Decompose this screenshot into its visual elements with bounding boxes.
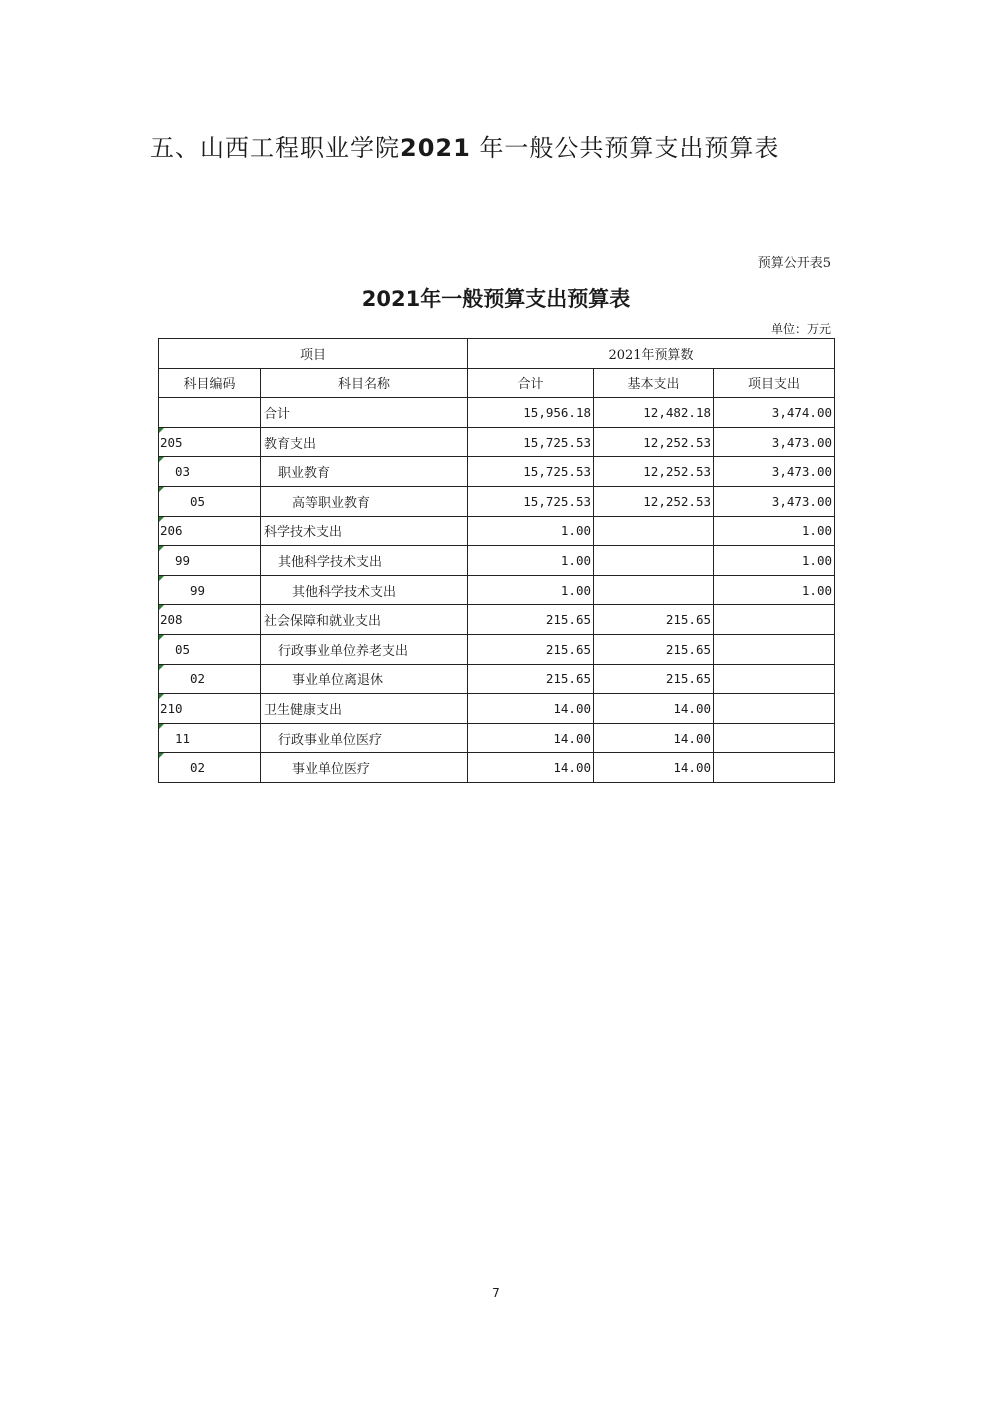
header-code: 科目编码 <box>159 368 261 398</box>
header-basic: 基本支出 <box>594 368 714 398</box>
form-reference: 预算公开表5 <box>757 256 831 271</box>
cell-total: 215.65 <box>468 605 594 635</box>
cell-basic: 12,252.53 <box>594 457 714 487</box>
cell-project: 1.00 <box>714 546 835 576</box>
table-row <box>159 694 835 724</box>
cell-basic: 14.00 <box>594 694 714 724</box>
table-row <box>159 605 835 635</box>
heading-prefix: 五、山西工程职业学院 <box>150 134 400 162</box>
column-header-row <box>159 368 835 398</box>
page-number: 7 <box>492 1286 500 1300</box>
cell-project: 3,473.00 <box>714 457 835 487</box>
cell-total: 15,725.53 <box>468 486 594 516</box>
table-row <box>159 753 835 783</box>
cell-marker-icon <box>159 428 164 433</box>
header-total: 合计 <box>468 368 594 398</box>
cell-marker-icon <box>159 487 164 492</box>
cell-basic <box>594 575 714 605</box>
cell-basic: 12,252.53 <box>594 486 714 516</box>
cell-total: 15,725.53 <box>468 427 594 457</box>
cell-marker-icon <box>159 635 164 640</box>
cell-basic: 215.65 <box>594 664 714 694</box>
cell-code <box>159 605 261 635</box>
cell-marker-icon <box>159 753 164 758</box>
cell-code-text: 05 <box>190 493 206 509</box>
unit-note: 单位：万元 <box>770 322 831 336</box>
cell-project <box>714 605 835 635</box>
cell-project <box>714 664 835 694</box>
cell-code-text: 210 <box>160 700 183 716</box>
cell-code <box>159 634 261 664</box>
header-item: 项目 <box>159 339 468 369</box>
cell-code <box>159 546 261 576</box>
cell-project <box>714 634 835 664</box>
cell-code <box>159 723 261 753</box>
cell-code <box>159 575 261 605</box>
cell-code-text: 99 <box>175 552 191 568</box>
cell-project <box>714 723 835 753</box>
cell-project: 3,473.00 <box>714 486 835 516</box>
cell-basic: 12,252.53 <box>594 427 714 457</box>
table-row <box>159 398 835 428</box>
table-row <box>159 486 835 516</box>
cell-basic <box>594 516 714 546</box>
cell-project: 3,473.00 <box>714 427 835 457</box>
table-row <box>159 516 835 546</box>
table-row <box>159 664 835 694</box>
cell-code <box>159 457 261 487</box>
table-row <box>159 546 835 576</box>
cell-marker-icon <box>159 576 164 581</box>
cell-marker-icon <box>159 724 164 729</box>
cell-name: 事业单位医疗 <box>261 753 468 783</box>
cell-code-text: 205 <box>160 434 183 450</box>
cell-basic: 14.00 <box>594 753 714 783</box>
cell-code-text: 02 <box>190 760 206 776</box>
header-budget: 2021年预算数 <box>468 339 835 369</box>
cell-project: 3,474.00 <box>714 398 835 428</box>
cell-code-text: 05 <box>175 641 191 657</box>
cell-marker-icon <box>159 694 164 699</box>
table-row <box>159 427 835 457</box>
header-project: 项目支出 <box>714 368 835 398</box>
cell-basic: 12,482.18 <box>594 398 714 428</box>
cell-name: 其他科学技术支出 <box>261 546 468 576</box>
cell-code <box>159 753 261 783</box>
cell-name: 行政事业单位医疗 <box>261 723 468 753</box>
cell-total: 14.00 <box>468 723 594 753</box>
group-header-row <box>159 339 835 369</box>
cell-total: 215.65 <box>468 634 594 664</box>
cell-marker-icon <box>159 665 164 670</box>
cell-name: 行政事业单位养老支出 <box>261 634 468 664</box>
cell-name: 卫生健康支出 <box>261 694 468 724</box>
cell-name: 职业教育 <box>261 457 468 487</box>
cell-code-text: 11 <box>175 730 191 746</box>
cell-project: 1.00 <box>714 516 835 546</box>
heading-year: 2021 <box>400 134 471 162</box>
cell-name: 科学技术支出 <box>261 516 468 546</box>
table-title: 2021年一般预算支出预算表 <box>361 287 631 311</box>
cell-code <box>159 664 261 694</box>
cell-code <box>159 398 261 428</box>
cell-code-text: 99 <box>190 582 206 598</box>
cell-code-text: 02 <box>190 671 206 687</box>
table-row <box>159 634 835 664</box>
cell-name: 合计 <box>261 398 468 428</box>
cell-project: 1.00 <box>714 575 835 605</box>
cell-name: 社会保障和就业支出 <box>261 605 468 635</box>
cell-project <box>714 694 835 724</box>
table-row <box>159 457 835 487</box>
cell-basic <box>594 546 714 576</box>
cell-name: 事业单位离退休 <box>261 664 468 694</box>
cell-project <box>714 753 835 783</box>
cell-total: 215.65 <box>468 664 594 694</box>
cell-name: 其他科学技术支出 <box>261 575 468 605</box>
cell-code <box>159 694 261 724</box>
cell-code <box>159 427 261 457</box>
budget-table-body <box>159 339 835 783</box>
cell-marker-icon <box>159 546 164 551</box>
header-name: 科目名称 <box>261 368 468 398</box>
section-heading <box>150 128 779 163</box>
cell-marker-icon <box>159 457 164 462</box>
table-row <box>159 575 835 605</box>
cell-code-text: 206 <box>160 523 183 539</box>
cell-marker-icon <box>159 517 164 522</box>
cell-code-text: 208 <box>160 612 183 628</box>
cell-code-text: 03 <box>175 464 191 480</box>
cell-total: 1.00 <box>468 546 594 576</box>
cell-basic: 215.65 <box>594 634 714 664</box>
cell-name: 高等职业教育 <box>261 486 468 516</box>
cell-basic: 14.00 <box>594 723 714 753</box>
cell-total: 1.00 <box>468 516 594 546</box>
cell-basic: 215.65 <box>594 605 714 635</box>
cell-code <box>159 486 261 516</box>
cell-marker-icon <box>159 605 164 610</box>
cell-total: 1.00 <box>468 575 594 605</box>
cell-total: 14.00 <box>468 753 594 783</box>
cell-total: 14.00 <box>468 694 594 724</box>
cell-total: 15,725.53 <box>468 457 594 487</box>
cell-code <box>159 516 261 546</box>
cell-total: 15,956.18 <box>468 398 594 428</box>
cell-name: 教育支出 <box>261 427 468 457</box>
heading-suffix: 年一般公共预算支出预算表 <box>479 134 780 162</box>
budget-table <box>158 338 835 783</box>
table-row <box>159 723 835 753</box>
